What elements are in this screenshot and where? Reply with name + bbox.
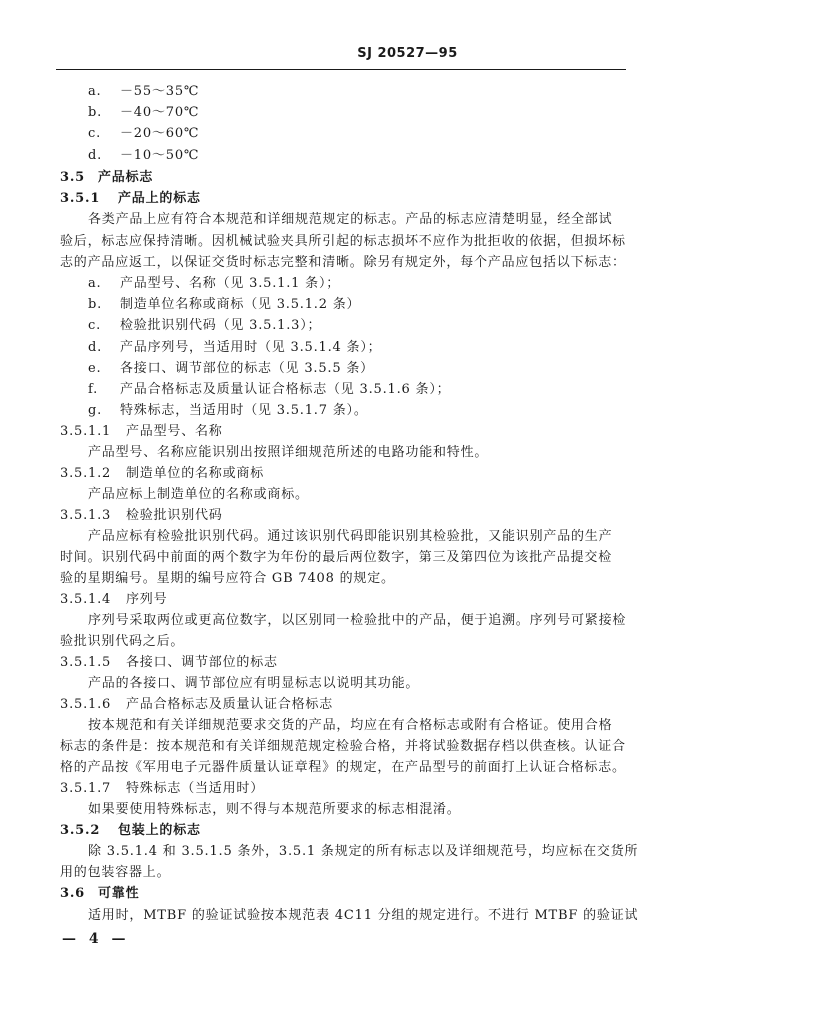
paragraph-line: 序列号采取两位或更高位数字，以区别同一检验批中的产品，便于追溯。序列号可紧接检 <box>88 613 627 628</box>
paragraph-line: 验的星期编号。星期的编号应符合 GB 7408 的规定。 <box>60 571 395 586</box>
mark-item: b. 制造单位名称或商标（见 3.5.1.2 条） <box>88 297 361 312</box>
section-3-6-heading: 3.6 可靠性 <box>60 886 140 901</box>
temp-option-b: b. －40～70℃ <box>88 105 200 120</box>
section-3-5-1-6-heading: 3.5.1.6 产品合格标志及质量认证合格标志 <box>60 697 334 712</box>
header-rule <box>56 69 626 70</box>
section-3-5-1-4-heading: 3.5.1.4 序列号 <box>60 592 168 607</box>
paragraph-line: 验后，标志应保持清晰。因机械试验夹具所引起的标志损坏不应作为批拒收的依据，但损坏标 <box>60 234 626 249</box>
section-3-5-2-heading: 3.5.2 包装上的标志 <box>60 823 201 838</box>
page-number: — 4 — <box>62 931 130 947</box>
mark-item: a. 产品型号、名称（见 3.5.1.1 条）； <box>88 276 341 291</box>
paragraph-line: 产品应标有检验批识别代码。通过该识别代码即能识别其检验批，又能识别产品的生产 <box>88 529 613 544</box>
paragraph-line: 各类产品上应有符合本规范和详细规范规定的标志。产品的标志应清楚明显，经全部试 <box>88 212 613 227</box>
section-3-5-1-5-heading: 3.5.1.5 各接口、调节部位的标志 <box>60 655 278 670</box>
paragraph-line: 用的包装容器上。 <box>60 865 171 880</box>
paragraph-line: 格的产品按《军用电子元器件质量认证章程》的规定，在产品型号的前面打上认证合格标志。 <box>60 760 626 775</box>
mark-item: c. 检验批识别代码（见 3.5.1.3）； <box>88 318 322 333</box>
standard-header: SJ 20527—95 <box>357 46 458 61</box>
temp-option-d: d. －10～50℃ <box>88 148 200 163</box>
section-3-5-1-heading: 3.5.1 产品上的标志 <box>60 191 201 206</box>
mark-item: d. 产品序列号，当适用时（见 3.5.1.4 条）； <box>88 340 382 355</box>
paragraph-line: 按本规范和有关详细规范要求交货的产品，均应在有合格标志或附有合格证。使用合格 <box>88 718 613 733</box>
temp-option-c: c. －20～60℃ <box>88 126 200 141</box>
temp-option-a: a. －55～35℃ <box>88 84 200 99</box>
section-3-5-1-7-heading: 3.5.1.7 特殊标志（当适用时） <box>60 781 265 796</box>
paragraph-line: 除 3.5.1.4 和 3.5.1.5 条外，3.5.1 条规定的所有标志以及详细规范号，均应标在交货所 <box>88 844 639 859</box>
paragraph-line: 适用时，MTBF 的验证试验按本规范表 4C11 分组的规定进行。不进行 MTBF 的验证试 <box>88 908 639 923</box>
paragraph-line: 如果要使用特殊标志，则不得与本规范所要求的标志相混淆。 <box>88 802 461 817</box>
mark-item: e. 各接口、调节部位的标志（见 3.5.5 条） <box>88 361 374 376</box>
paragraph-line: 标志的条件是：按本规范和有关详细规范规定检验合格，并将试验数据存档以供查核。认证合 <box>60 739 626 754</box>
mark-item: f. 产品合格标志及质量认证合格标志（见 3.5.1.6 条）； <box>88 382 451 397</box>
paragraph-line: 产品型号、名称应能识别出按照详细规范所述的电路功能和特性。 <box>88 445 489 460</box>
paragraph-line: 产品应标上制造单位的名称或商标。 <box>88 487 309 502</box>
section-3-5-1-2-heading: 3.5.1.2 制造单位的名称或商标 <box>60 466 265 481</box>
paragraph-line: 志的产品应返工，以保证交货时标志完整和清晰。除另有规定外，每个产品应包括以下标志： <box>60 255 626 270</box>
section-3-5-1-3-heading: 3.5.1.3 检验批识别代码 <box>60 508 223 523</box>
section-3-5-1-1-heading: 3.5.1.1 产品型号、名称 <box>60 424 223 439</box>
paragraph-line: 验批识别代码之后。 <box>60 634 185 649</box>
mark-item: g. 特殊标志，当适用时（见 3.5.1.7 条）。 <box>88 403 368 418</box>
paragraph-line: 产品的各接口、调节部位应有明显标志以说明其功能。 <box>88 676 420 691</box>
section-3-5-heading: 3.5 产品标志 <box>60 170 154 185</box>
paragraph-line: 时间。识别代码中前面的两个数字为年份的最后两位数字，第三及第四位为该批产品提交检 <box>60 550 613 565</box>
